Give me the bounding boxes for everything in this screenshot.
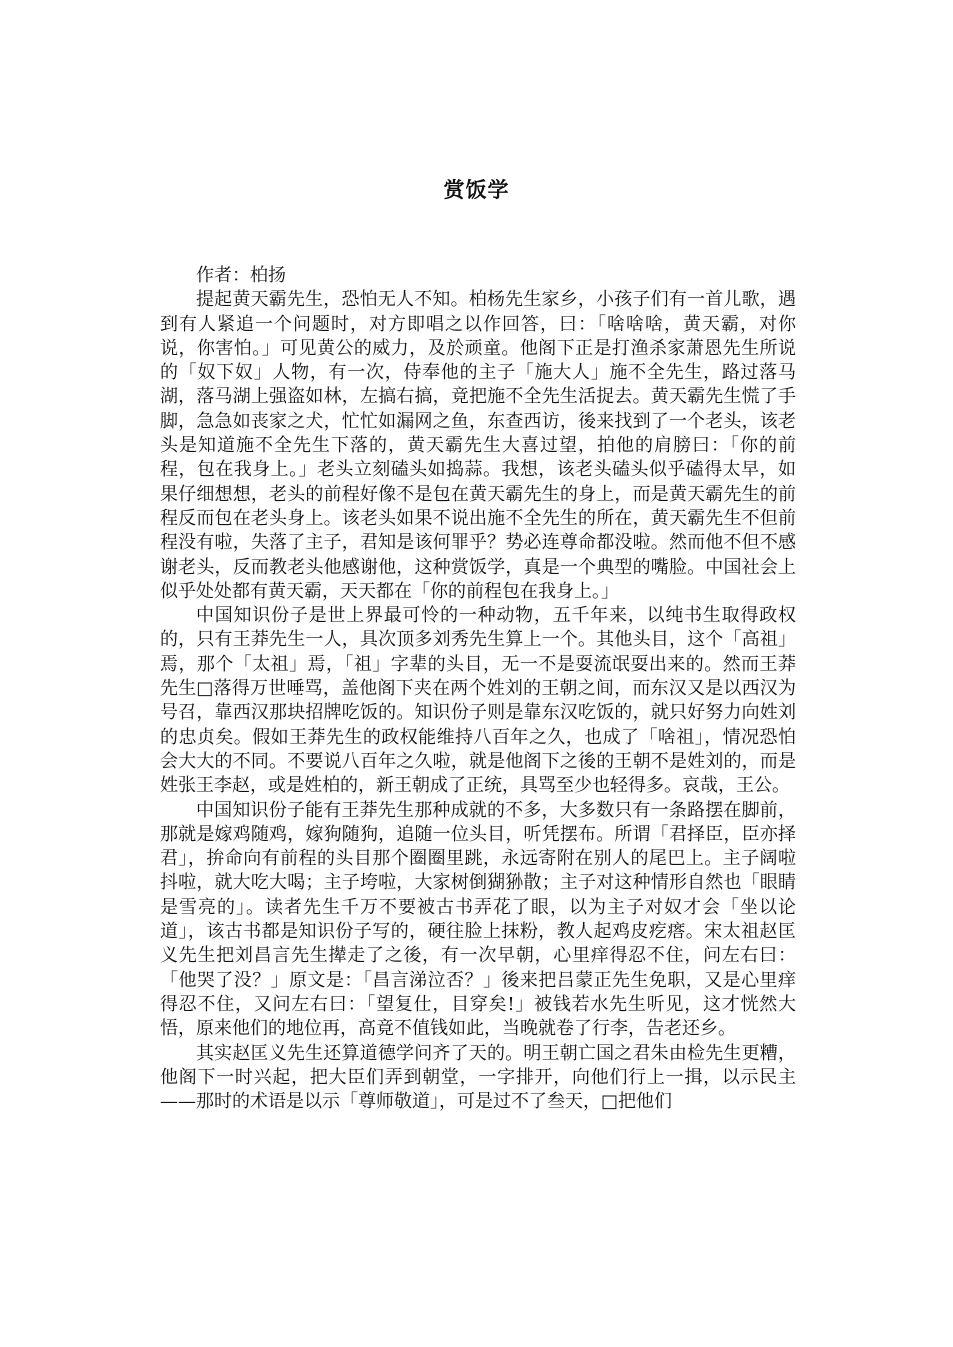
paragraph-3: 中国知识份子能有王莽先生那种成就的不多，大多数只有一条路摆在脚前，那就是嫁鸡随鸡，嫁狗随狗，追随一位头目，听凭摆布。所谓「君择臣，臣亦择君」，拚命向有前程的头目那个圈圈里跳，永远寄附在别人的尾巴上。主子阔啦抖啦，就大吃大喝；主子垮啦，大家树倒猢狲散；主子对这种情形自然也「眼睛是雪亮的」。读者先生千万不要被古书弄花了眼，以为主子对奴才会「坐以论道」，该古书都是知识份子写的，硬往脸上抹粉，教人起鸡皮疙瘩。宋太祖赵匡义先生把刘昌言先生撵走了之後，有一次早朝，心里痒得忍不住，问左右曰：「他哭了没？」原文是：「昌言涕泣否？」後来把吕蒙正先生免职，又是心里痒得忍不住，又问左右曰：「望复仕，目穿矣!」被钱若水先生听见，这才恍然大悟，原来他们的地位再，高竟不值钱如此，当晚就卷了行李，告老还乡。 — [160, 799, 796, 1040]
author-line: 作者：柏扬 — [196, 265, 286, 286]
paragraph-4: 其实赵匡义先生还算道德学问齐了天的。明王朝亡国之君朱由检先生更糟，他阁下一时兴起，把大臣们弄到朝堂，一字排开，向他们行上一揖，以示民主——那时的术语是以示「尊师敬道」，可是过不了叁天，□把他们 — [160, 1042, 796, 1113]
paragraph-1: 提起黄天霸先生，恐怕无人不知。柏杨先生家乡，小孩子们有一首儿歌，遇到有人紧追一个问题时，对方即唱之以作回答，曰：「啥啥啥，黄天霸，对你说，你害怕。」可见黄公的威力，及於顽童。他阁下正是打渔杀家萧恩先生所说的「奴下奴」人物，有一次，侍奉他的主子「施大人」施不全先生，路过落马湖，落马湖上强盗如林，左搞右搞，竟把施不全先生活捉去。黄天霸先生慌了手脚，急急如丧家之犬，忙忙如漏网之鱼，东查西访，後来找到了一个老头，该老头是知道施不全先生下落的，黄天霸先生大喜过望，拍他的肩膀曰：「你的前程，包在我身上。」老头立刻磕头如捣蒜。我想，该老头磕头似乎磕得太早，如果仔细想想，老头的前程好像不是包在黄天霸先生的身上，而是黄天霸先生的前程反而包在老头身上。该老头如果不说出施不全先生的所在，黄天霸先生不但前程没有啦，失落了主子，君知是该何罪乎？势必连尊命都没啦。然而他不但不感谢老头，反而教老头他感谢他，这种赏饭学，真是一个典型的嘴脸。中国社会上似乎处处都有黄天霸，天天都在「你的前程包在我身上。」 — [160, 289, 796, 602]
document-body — [160, 264, 796, 1114]
paragraph-2: 中国知识份子是世上界最可怜的一种动物，五千年来，以纯书生取得政权的，只有王莽先生一人，具次顶多刘秀先生算上一个。其他头目，这个「高祖」焉，那个「太祖」焉，「祖」字辈的头目，无一不是耍流氓耍出来的。然而王莽先生□落得万世唾骂，盖他阁下夹在两个姓刘的王朝之间，而东汉又是以西汉为号召，靠西汉那块招牌吃饭的。知识份子则是靠东汉吃饭的，就只好努力向姓刘的忠贞矣。假如王莽先生的政权能维持八百年之久，也成了「啥祖」，情况恐怕会大大的不同。不要说八百年之久啦，就是他阁下之後的王朝不是姓刘的，而是姓张王李赵，或是姓柏的，新王朝成了正统，具骂至少也轻得多。哀哉，王公。 — [160, 605, 796, 797]
document-title: 赏饭学 — [443, 178, 510, 202]
